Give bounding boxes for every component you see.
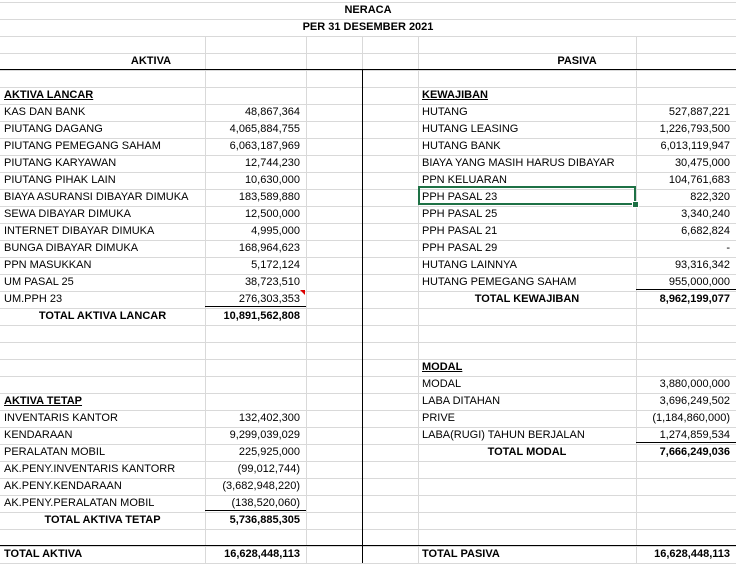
kewajiban-total-label: TOTAL KEWAJIBAN xyxy=(474,293,580,305)
modal-item-value: 3,696,249,502 xyxy=(659,395,730,407)
kewajiban-item-label: HUTANG LEASING xyxy=(422,123,519,135)
kewajiban-item-value: - xyxy=(726,242,730,254)
aktiva_tetap-total-label: TOTAL AKTIVA TETAP xyxy=(44,514,161,526)
aktiva-header: AKTIVA xyxy=(130,55,172,67)
aktiva-tetap-item-value: 225,925,000 xyxy=(238,446,300,458)
aktiva-lancar-item-value: 4,995,000 xyxy=(251,225,300,237)
aktiva-tetap-item-label: AK.PENY.INVENTARIS KANTORR xyxy=(4,463,176,475)
kewajiban-item-label: HUTANG PEMEGANG SAHAM xyxy=(422,276,577,288)
pasiva-header: PASIVA xyxy=(557,55,597,67)
aktiva-tetap-item-label: PERALATAN MOBIL xyxy=(4,446,106,458)
total-aktiva-label: TOTAL AKTIVA xyxy=(4,548,83,560)
grid-row-line xyxy=(0,36,736,37)
kewajiban-item-value: 30,475,000 xyxy=(674,157,730,169)
total-pasiva-value: 16,628,448,113 xyxy=(654,548,730,560)
center-divider xyxy=(362,69,363,563)
aktiva-lancar-item-value: 12,744,230 xyxy=(244,157,300,169)
aktiva-tetap-item-label: AK.PENY.PERALATAN MOBIL xyxy=(4,497,155,509)
kewajiban-heading: KEWAJIBAN xyxy=(422,89,489,101)
aktiva-tetap-item-value: 132,402,300 xyxy=(238,412,300,424)
aktiva-tetap-item-value: (138,520,060) xyxy=(231,497,300,509)
total-pasiva-label: TOTAL PASIVA xyxy=(422,548,500,560)
modal-total-value: 7,666,249,036 xyxy=(659,446,730,458)
kewajiban-item-value: 527,887,221 xyxy=(668,106,730,118)
grid-row-line xyxy=(0,529,736,530)
modal-total-label: TOTAL MODAL xyxy=(487,446,567,458)
comment-indicator[interactable] xyxy=(300,290,305,295)
modal-item-value: 1,274,859,534 xyxy=(659,429,730,441)
aktiva-lancar-item-value: 10,630,000 xyxy=(244,174,300,186)
aktiva-lancar-item-value: 6,063,187,969 xyxy=(229,140,300,152)
aktiva-tetap-item-label: INVENTARIS KANTOR xyxy=(4,412,118,424)
selected-cell[interactable] xyxy=(418,186,636,205)
kewajiban-item-value: 955,000,000 xyxy=(668,276,730,288)
total-aktiva-value: 16,628,448,113 xyxy=(224,548,300,560)
kewajiban-item-label: HUTANG xyxy=(422,106,468,118)
modal-item-value: (1,184,860,000) xyxy=(652,412,730,424)
kewajiban-item-label: PPH PASAL 23 xyxy=(422,191,498,203)
sheet-subtitle: PER 31 DESEMBER 2021 xyxy=(302,21,434,33)
grid-row-line xyxy=(0,70,736,71)
aktiva-tetap-item-value: 9,299,039,029 xyxy=(229,429,300,441)
aktiva_lancar-total-label: TOTAL AKTIVA LANCAR xyxy=(38,310,167,322)
aktiva-lancar-item-label: BUNGA DIBAYAR DIMUKA xyxy=(4,242,139,254)
aktiva_tetap-total-value: 5,736,885,305 xyxy=(229,514,300,526)
aktiva-lancar-item-label: INTERNET DIBAYAR DIMUKA xyxy=(4,225,155,237)
aktiva-tetap-item-value: (3,682,948,220) xyxy=(222,480,300,492)
aktiva-tetap-item-label: AK.PENY.KENDARAAN xyxy=(4,480,122,492)
aktiva-lancar-item-value: 48,867,364 xyxy=(244,106,300,118)
kewajiban-item-label: HUTANG BANK xyxy=(422,140,501,152)
fill-handle[interactable] xyxy=(632,201,639,208)
modal-item-label: MODAL xyxy=(422,378,462,390)
aktiva-lancar-item-value: 38,723,510 xyxy=(244,276,300,288)
aktiva-lancar-item-label: PPN MASUKKAN xyxy=(4,259,92,271)
sheet-title: NERACA xyxy=(344,4,392,16)
aktiva-lancar-item-label: UM.PPH 23 xyxy=(4,293,63,305)
aktiva_lancar-heading: AKTIVA LANCAR xyxy=(4,89,94,101)
modal-item-label: LABA DITAHAN xyxy=(422,395,501,407)
aktiva-lancar-item-value: 5,172,124 xyxy=(251,259,300,271)
aktiva-lancar-item-value: 168,964,623 xyxy=(238,242,300,254)
aktiva-lancar-item-label: PIUTANG PEMEGANG SAHAM xyxy=(4,140,161,152)
aktiva-lancar-item-label: PIUTANG KARYAWAN xyxy=(4,157,117,169)
kewajiban-item-value: 104,761,683 xyxy=(668,174,730,186)
kewajiban-item-value: 822,320 xyxy=(690,191,730,203)
kewajiban-total-value: 8,962,199,077 xyxy=(659,293,730,305)
kewajiban-item-value: 1,226,793,500 xyxy=(659,123,730,135)
kewajiban-item-value: 3,340,240 xyxy=(681,208,730,220)
aktiva-lancar-item-value: 183,589,880 xyxy=(238,191,300,203)
grid-row-line xyxy=(0,342,736,343)
kewajiban-item-label: PPH PASAL 25 xyxy=(422,208,498,220)
aktiva-lancar-item-label: PIUTANG PIHAK LAIN xyxy=(4,174,116,186)
kewajiban-item-value: 6,013,119,947 xyxy=(660,140,730,152)
aktiva-lancar-item-label: KAS DAN BANK xyxy=(4,106,86,118)
kewajiban-item-label: BIAYA YANG MASIH HARUS DIBAYAR xyxy=(422,157,615,169)
aktiva-tetap-item-value: (99,012,744) xyxy=(237,463,300,475)
modal-item-value: 3,880,000,000 xyxy=(659,378,730,390)
kewajiban-item-label: PPN KELUARAN xyxy=(422,174,507,186)
kewajiban-item-label: PPH PASAL 21 xyxy=(422,225,498,237)
aktiva-tetap-item-label: KENDARAAN xyxy=(4,429,73,441)
aktiva-lancar-item-value: 4,065,884,755 xyxy=(229,123,300,135)
grid-col-line xyxy=(306,36,307,563)
aktiva-lancar-item-label: BIAYA ASURANSI DIBAYAR DIMUKA xyxy=(4,191,189,203)
kewajiban-item-label: PPH PASAL 29 xyxy=(422,242,498,254)
aktiva-lancar-item-value: 276,303,353 xyxy=(238,293,300,305)
modal-heading: MODAL xyxy=(422,361,463,373)
aktiva_lancar-total-value: 10,891,562,808 xyxy=(223,310,300,322)
kewajiban-item-value: 6,682,824 xyxy=(681,225,730,237)
aktiva_tetap-heading: AKTIVA TETAP xyxy=(4,395,83,407)
aktiva-lancar-item-label: UM PASAL 25 xyxy=(4,276,74,288)
kewajiban-item-value: 93,316,342 xyxy=(674,259,730,271)
aktiva-lancar-item-label: SEWA DIBAYAR DIMUKA xyxy=(4,208,131,220)
grid-row-line xyxy=(0,325,736,326)
modal-item-label: PRIVE xyxy=(422,412,456,424)
modal-item-label: LABA(RUGI) TAHUN BERJALAN xyxy=(422,429,585,441)
kewajiban-item-label: HUTANG LAINNYA xyxy=(422,259,517,271)
aktiva-lancar-item-value: 12,500,000 xyxy=(244,208,300,220)
aktiva-lancar-item-label: PIUTANG DAGANG xyxy=(4,123,103,135)
